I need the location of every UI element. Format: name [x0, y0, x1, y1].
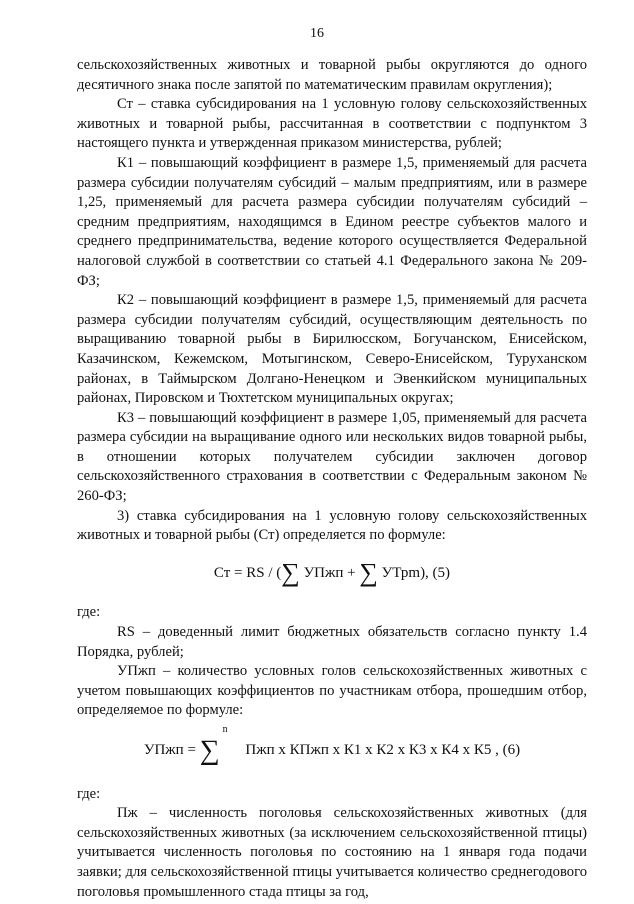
paragraph-continuation: сельскохозяйственных животных и товарной рыбы округляются до одного десятичного знака после запятой по математическим правилам округления);	[77, 57, 587, 93]
where-label: где:	[77, 604, 101, 621]
formula-5-term1: УПжп	[303, 564, 344, 581]
formula-5-tail: ), (5)	[420, 564, 451, 581]
formula-5	[77, 557, 587, 587]
formula-5-plus: +	[347, 564, 356, 581]
formula-6	[77, 724, 587, 766]
formula-6-rhs: Пжп х КПжп х К1 х К2 х К3 х К4 х К5	[245, 742, 492, 758]
paragraph-st-definition: Ст – ставка субсидирования на 1 условную голову сельскохозяйственных животных и товарной рыбы, рассчитанная в соответствии с подпунктом 3 настоящего пункта и утвержденная приказом министерства, рублей;	[77, 96, 587, 152]
paragraph-k1-definition: К1 – повышающий коэффициент в размере 1,5, применяемый для расчета размера субсидии получателям субсидий – малым предприятиям, или в размере 1,25, применяемый для расчета размера субсидии получателям субсидий – средним предприятиям, находящимся в Едином реестре субъектов малого и среднего предпринимательства, ведение которого осуществляется Федеральной налоговой службой в соответствии со статьей 4.1 Федерального закона № 209-ФЗ;	[77, 154, 587, 289]
paragraph-upzhp-definition: УПжп – количество условных голов сельскохозяйственных животных с учетом повышающих коэффициентов по участникам отбора, прошедшим отбор, определяемое по формуле:	[77, 663, 587, 719]
sum-upper-limit: n	[222, 724, 228, 735]
formula-6-number: , (6)	[495, 742, 521, 758]
paragraph-pzh-definition: Пж – численность поголовья сельскохозяйственных животных (для сельскохозяйственных животных (за исключением сельскохозяйственной птицы) учитывается численность поголовья по состоянию на 1 января года подачи заявки; для сельскохозяйственной птицы учитывается количество среднегодового поголовья промышленного стада птицы за год,	[77, 805, 587, 900]
paragraph-k2-definition: К2 – повышающий коэффициент в размере 1,5, применяемый для расчета размера субсидии получателям субсидий, осуществляющим деятельность по выращиванию товарной рыбы в Бирилюсском, Богучанском, Енисейском, Казачинском, Кежемском, Мотыгинском, Северо-Енисейском, Туруханском районах, в Таймырском Долгано-Ненецком и Эвенкийском муниципальных районах, Пировском и Тюхтетском муниципальных округах;	[77, 292, 587, 407]
page-number: 16	[310, 26, 324, 41]
formula-5-lhs: Ст = RS / (	[213, 564, 282, 581]
formula-5-term2: УТрm	[381, 564, 421, 581]
where-label: где:	[77, 785, 101, 802]
sum-symbol: ∑	[359, 557, 378, 587]
document-body	[77, 56, 587, 902]
sum-symbol: ∑	[281, 557, 300, 587]
paragraph-rs-definition: RS – доведенный лимит бюджетных обязательств согласно пункту 1.4 Порядка, рублей;	[77, 624, 587, 660]
paragraph-k3-definition: К3 – повышающий коэффициент в размере 1,05, применяемый для расчета размера субсидии на выращивание одного или нескольких видов товарной рыбы, в отношении которых получателем субсидии заключен договор сельскохозяйственного страхования в соответствии с Федеральным законом № 260-ФЗ;	[77, 409, 587, 505]
formula-6-lhs: УПжп =	[143, 742, 196, 758]
paragraph-rate-formula-intro: 3) ставка субсидирования на 1 условную голову сельскохозяйственных животных и товарной рыбы (Ст) определяется по формуле:	[77, 507, 587, 544]
sum-symbol: ∑ n	[199, 724, 228, 766]
